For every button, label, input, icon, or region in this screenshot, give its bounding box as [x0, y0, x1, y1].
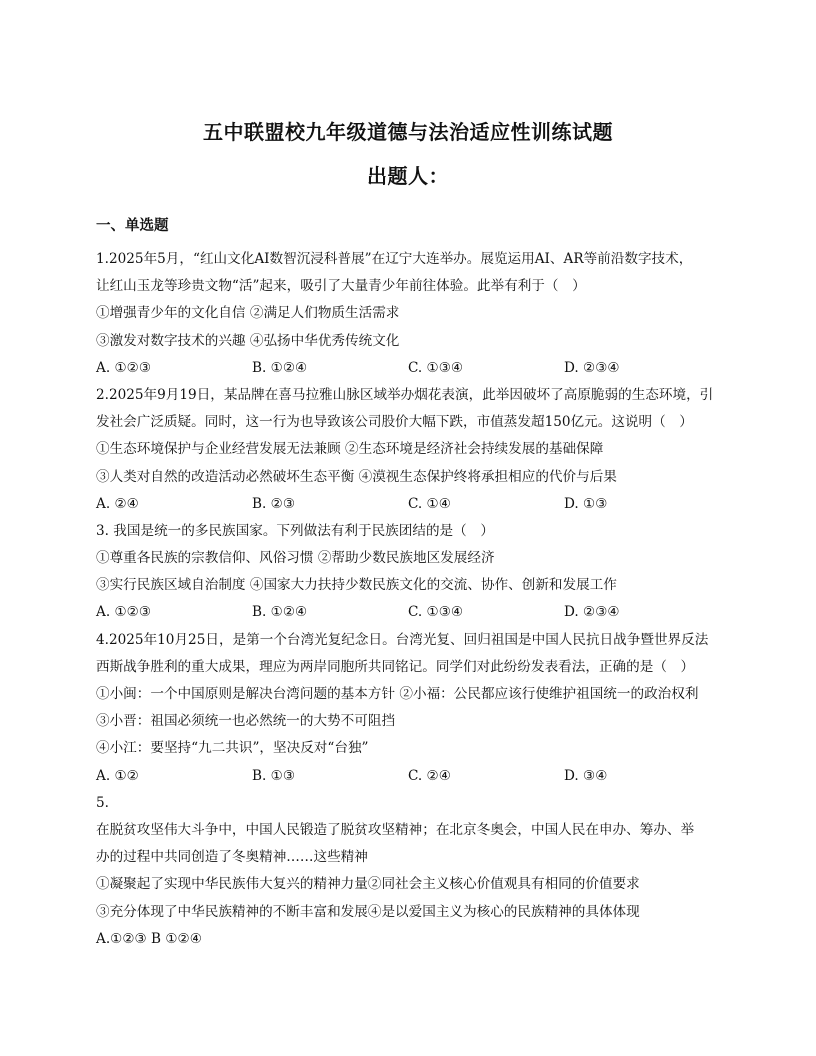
question-line: ③实行民族区域自治制度 ④国家大力扶持少数民族文化的交流、协作、创新和发展工作 — [96, 577, 617, 594]
question-line: ③小晋：祖国必须统一也必然统一的大势不可阻挡 — [96, 713, 396, 730]
option-d: D. ①③ — [564, 495, 608, 512]
option-a: A. ①②③ — [96, 604, 152, 621]
question-line: 让红山玉龙等珍贵文物“活”起来，吸引了大量青少年前往体验。此举有利于（ ） — [96, 278, 586, 295]
question-line: ①生态环境保护与企业经营发展无法兼顾 ②生态环境是经济社会持续发展的基础保障 — [96, 441, 604, 458]
option-b: B. ①③ — [252, 767, 296, 784]
option-b: B. ①②④ — [252, 359, 308, 376]
option-a: A. ②④ — [96, 495, 139, 512]
question-line: ①尊重各民族的宗教信仰、风俗习惯 ②帮助少数民族地区发展经济 — [96, 550, 495, 567]
question-2 — [96, 382, 724, 518]
question-line: 2.2025年9月19日，某品牌在喜马拉雅山脉区域举办烟花表演，此举因破坏了高原脆弱的生态环境，引 — [96, 386, 714, 403]
question-line: ③激发对数字技术的兴趣 ④弘扬中华优秀传统文化 — [96, 332, 400, 349]
answer-options — [96, 491, 724, 518]
option-d: D. ②③④ — [564, 359, 620, 376]
question-line: 4.2025年10月25日，是第一个台湾光复纪念日。台湾光复、回归祖国是中国人民抗日战争暨世界反法 — [96, 631, 709, 648]
option-a: A. ①② — [96, 767, 139, 784]
answer-options — [96, 599, 724, 626]
option-d: D. ③④ — [564, 767, 608, 784]
option-d: D. ②③④ — [564, 604, 620, 621]
exam-title: 五中联盟校九年级道德与法治适应性训练试题 — [203, 120, 613, 144]
question-line: ①小闽：一个中国原则是解决台湾问题的基本方针 ②小福：公民都应该行使维护祖国统一的政治权利 — [96, 686, 699, 702]
option-b: B. ②③ — [252, 495, 296, 512]
option-c: C. ①③④ — [408, 604, 464, 621]
option-c: C. ②④ — [408, 767, 451, 784]
option-c: C. ①④ — [408, 495, 451, 512]
question-line: 发社会广泛质疑。同时，这一行为也导致该公司股价大幅下跌，市值蒸发超150亿元。这说明（ ） — [96, 414, 693, 431]
question-line: ①凝聚起了实现中华民族伟大复兴的精神力量②同社会主义核心价值观具有相同的价值要求 — [96, 876, 640, 893]
question-line: 5. — [96, 794, 109, 811]
answer-options — [96, 355, 724, 382]
question-line: 1.2025年5月，“红山文化AI数智沉浸科普展”在辽宁大连举办。展览运用AI、AR等前沿数字技术， — [96, 251, 693, 267]
answer-options — [96, 763, 724, 790]
question-line: 西斯战争胜利的重大成果，理应为两岸同胞所共同铭记。同学们对此纷纷发表看法，正确的是（ ） — [96, 658, 695, 675]
question-line: ③人类对自然的改造活动必然破坏生态平衡 ④漠视生态保护终将承担相应的代价与后果 — [96, 468, 617, 485]
question-line: ①增强青少年的文化自信 ②满足人们物质生活需求 — [96, 305, 400, 322]
option-a: A. ①②③ — [96, 359, 152, 376]
question-line: 在脱贫攻坚伟大斗争中，中国人民锻造了脱贫攻坚精神；在北京冬奥会，中国人民在申办、筹办、举 — [96, 821, 695, 838]
question-5 — [96, 790, 724, 953]
question-3 — [96, 518, 724, 627]
option-b: B. ①②④ — [252, 604, 308, 621]
question-4 — [96, 627, 724, 790]
question-line: ④小江：要坚持“九二共识”，坚决反对“台独” — [96, 740, 369, 757]
question-list — [96, 246, 724, 953]
question-line: 办的过程中共同创造了冬奥精神……这些精神 — [96, 849, 368, 866]
question-line: ③充分体现了中华民族精神的不断丰富和发展④是以爱国主义为核心的民族精神的具体体现 — [96, 903, 640, 920]
exam-author-label: 出题人： — [367, 164, 449, 188]
question-line: A.①②③ B ①②④ — [96, 930, 202, 947]
section-heading: 一、单选题 — [96, 217, 169, 234]
option-c: C. ①③④ — [408, 359, 464, 376]
question-1 — [96, 246, 724, 382]
question-line: 3. 我国是统一的多民族国家。下列做法有利于民族团结的是（ ） — [96, 522, 494, 539]
